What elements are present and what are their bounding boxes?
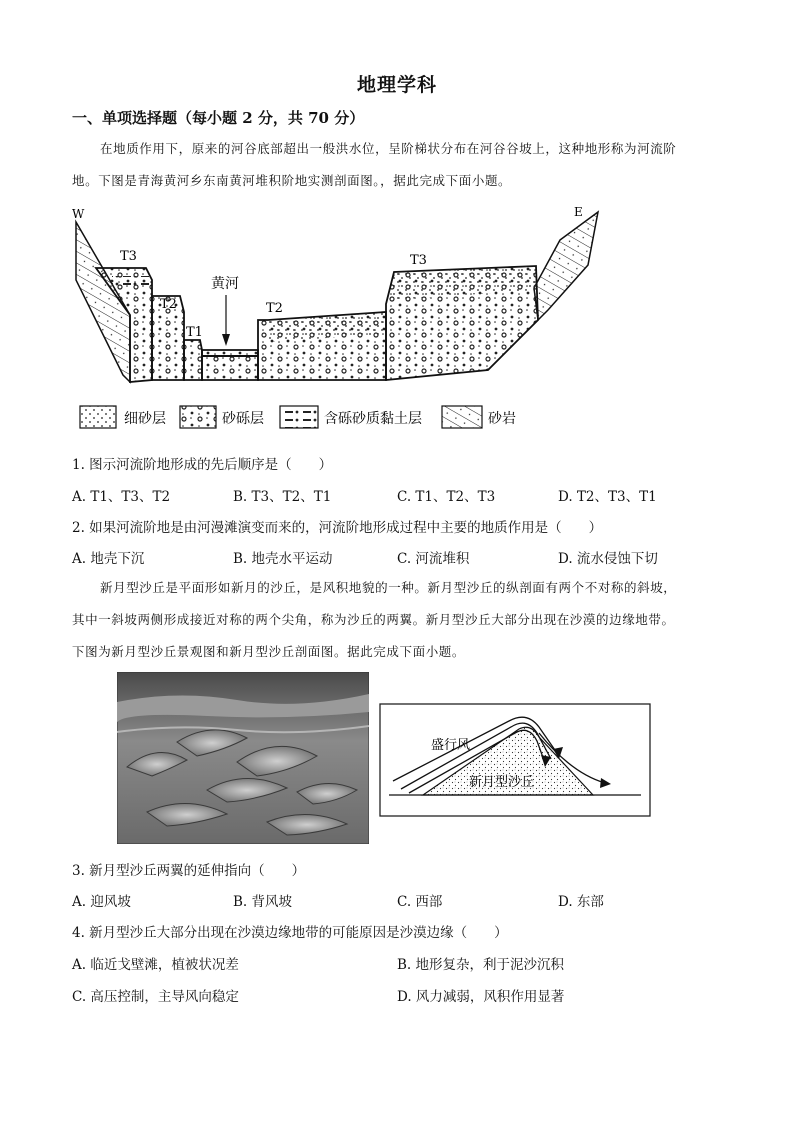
dune-profile-diagram bbox=[379, 703, 651, 817]
legend-label-sandstone: 砂岩 bbox=[488, 411, 516, 427]
east-bedrock bbox=[534, 212, 598, 320]
terrace-label-t2-west: T2 bbox=[160, 297, 177, 312]
east-label: E bbox=[574, 205, 583, 219]
question-2-stem: 2. 如果河流阶地是由河漫滩演变而来的，河流阶地形成过程中主要的地质作用是（ ） bbox=[72, 520, 603, 536]
figure1-legend bbox=[80, 406, 516, 428]
question-3-option-b[interactable]: B. 背风坡 bbox=[233, 894, 293, 910]
question-1-option-a[interactable]: A. T1、T3、T2 bbox=[72, 489, 171, 505]
question-3-stem: 3. 新月型沙丘两翼的延伸指向（ ） bbox=[72, 863, 306, 879]
question-1-option-c[interactable]: C. T1、T2、T3 bbox=[397, 489, 496, 505]
terrace-label-t1: T1 bbox=[186, 325, 203, 340]
legend-swatch-gravel bbox=[180, 406, 216, 428]
river-arrow-head bbox=[222, 334, 230, 346]
question-2-option-c[interactable]: C. 河流堆积 bbox=[397, 551, 470, 567]
passage-1-line-1: 在地质作用下，原来的河谷底部超出一般洪水位，呈阶梯状分布在河谷谷坡上，这种地形称为河流阶 bbox=[100, 141, 677, 156]
legend-label-gravel: 砂砾层 bbox=[222, 411, 264, 427]
terrace-profile-figure bbox=[68, 200, 608, 440]
legend-swatch-clay bbox=[280, 406, 318, 428]
dune-landscape-photo bbox=[117, 672, 369, 844]
question-3-option-c[interactable]: C. 西部 bbox=[397, 894, 443, 910]
passage-1 bbox=[72, 133, 722, 197]
passage-1-line-2: 地。下图是青海黄河乡东南黄河堆积阶地实测剖面图。，据此完成下面小题。 bbox=[72, 173, 512, 188]
dune-label: 新月型沙丘 bbox=[469, 775, 535, 790]
question-3-option-d[interactable]: D. 东部 bbox=[558, 894, 604, 910]
legend-swatch-fine-sand bbox=[80, 406, 116, 428]
west-t1-block bbox=[184, 340, 202, 380]
question-4-option-b[interactable]: B. 地形复杂，利于泥沙沉积 bbox=[397, 957, 565, 973]
question-4-option-c[interactable]: C. 高压控制，主导风向稳定 bbox=[72, 989, 239, 1005]
question-3-option-a[interactable]: A. 迎风坡 bbox=[72, 894, 131, 910]
passage-2-line-3: 下图为新月型沙丘景观图和新月型沙丘剖面图。据此完成下面小题。 bbox=[72, 644, 466, 659]
terrace-label-t2-east: T2 bbox=[266, 301, 283, 316]
river-bed bbox=[202, 350, 258, 380]
question-4-stem: 4. 新月型沙丘大部分出现在沙漠边缘地带的可能原因是沙漠边缘（ ） bbox=[72, 925, 508, 941]
page-title: 地理学科 bbox=[356, 74, 437, 96]
question-1-option-d[interactable]: D. T2、T3、T1 bbox=[558, 489, 657, 505]
question-2-option-b[interactable]: B. 地壳水平运动 bbox=[233, 551, 333, 567]
passage-2-line-2: 其中一斜坡两侧形成接近对称的两个尖角，称为沙丘的两翼。新月型沙丘大部分出现在沙漠的边缘地带。 bbox=[72, 612, 675, 627]
question-2-option-a[interactable]: A. 地壳下沉 bbox=[72, 551, 145, 567]
west-label: W bbox=[72, 207, 85, 221]
passage-2 bbox=[72, 572, 722, 668]
section-heading: 一、单项选择题（每小题 2 分，共 70 分） bbox=[72, 109, 365, 127]
passage-2-line-1: 新月型沙丘是平面形如新月的沙丘，是风积地貌的一种。新月型沙丘的纵剖面有两个不对称的斜坡， bbox=[100, 580, 677, 595]
question-1-option-b[interactable]: B. T3、T2、T1 bbox=[233, 489, 332, 505]
river-label: 黄河 bbox=[211, 276, 239, 292]
legend-label-fine-sand: 细砂层 bbox=[124, 411, 166, 427]
question-2-option-d[interactable]: D. 流水侵蚀下切 bbox=[558, 551, 658, 567]
terrace-label-t3-east: T3 bbox=[410, 253, 427, 268]
west-t3-clay bbox=[112, 276, 150, 288]
prevailing-wind-label: 盛行风 bbox=[431, 738, 471, 753]
terrace-label-t3-west: T3 bbox=[120, 249, 137, 264]
question-4-option-d[interactable]: D. 风力减弱，风积作用显著 bbox=[397, 989, 565, 1005]
question-1-stem: 1. 图示河流阶地形成的先后顺序是（ ） bbox=[72, 457, 333, 473]
legend-swatch-sandstone bbox=[442, 406, 482, 428]
legend-label-clay: 含砾砂质黏土层 bbox=[324, 411, 422, 427]
question-4-option-a[interactable]: A. 临近戈壁滩，植被状况差 bbox=[72, 957, 239, 973]
